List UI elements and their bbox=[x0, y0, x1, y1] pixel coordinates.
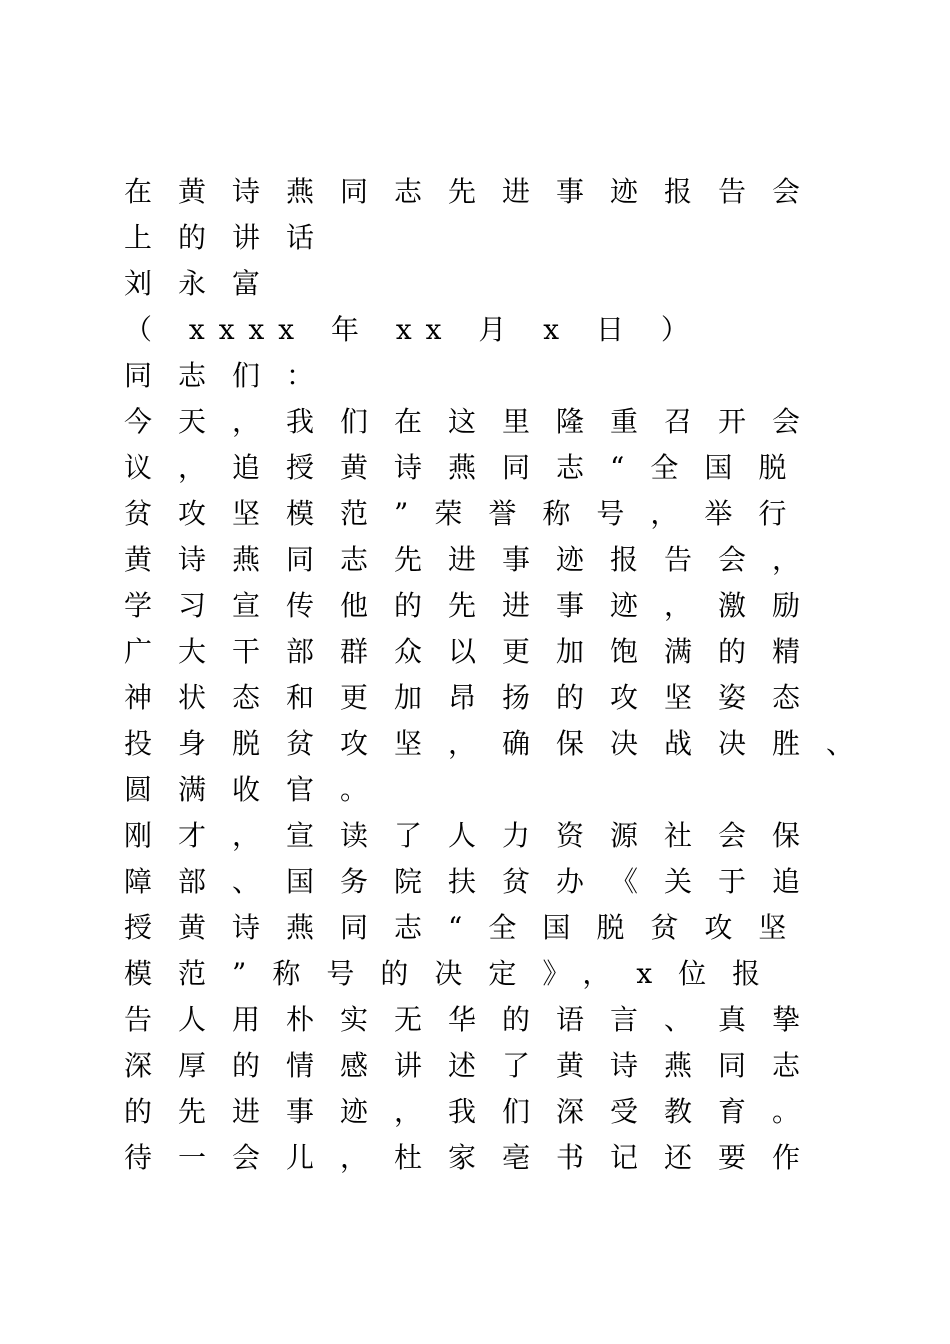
paragraph-line: 今天，我们在这里隆重召开会 bbox=[124, 405, 827, 438]
paragraph-line: 深厚的情感讲述了黄诗燕同志 bbox=[124, 1049, 827, 1082]
paragraph-line: 的先进事迹，我们深受教育。 bbox=[124, 1095, 827, 1128]
paragraph-line: 黄诗燕同志先进事迹报告会， bbox=[124, 543, 827, 576]
paragraph-line: 圆满收官。 bbox=[124, 773, 395, 806]
title-line-2: 上的讲话 bbox=[124, 221, 341, 254]
title-line-1: 在黄诗燕同志先进事迹报告会 bbox=[124, 175, 827, 208]
paragraph-line: 学习宣传他的先进事迹，激励 bbox=[124, 589, 827, 622]
paragraph-line: 广大干部群众以更加饱满的精 bbox=[124, 635, 827, 668]
paragraph-line: 议，追授黄诗燕同志“全国脱 bbox=[124, 451, 813, 484]
paragraph-line: 贫攻坚模范”荣誉称号，举行 bbox=[124, 497, 813, 530]
paragraph-line: 授黄诗燕同志“全国脱贫攻坚 bbox=[124, 911, 813, 944]
paragraph-line: 投身脱贫攻坚，确保决战决胜、 bbox=[124, 727, 881, 760]
paragraph-line: 待一会儿，杜家亳书记还要作 bbox=[124, 1141, 827, 1174]
paragraph-line: 告人用朴实无华的语言、真挚 bbox=[124, 1003, 827, 1036]
paragraph-line: 模范”称号的决定》，x位报 bbox=[124, 957, 787, 990]
salutation-line: 同志们： bbox=[124, 359, 341, 392]
date-line: （ xxxx 年 xx 月 x 日 ） bbox=[124, 313, 703, 346]
paragraph-line: 刚才，宣读了人力资源社会保 bbox=[124, 819, 827, 852]
paragraph-line: 障部、国务院扶贫办《关于追 bbox=[124, 865, 827, 898]
author-line: 刘永富 bbox=[124, 267, 287, 300]
paragraph-line: 神状态和更加昂扬的攻坚姿态 bbox=[124, 681, 827, 714]
